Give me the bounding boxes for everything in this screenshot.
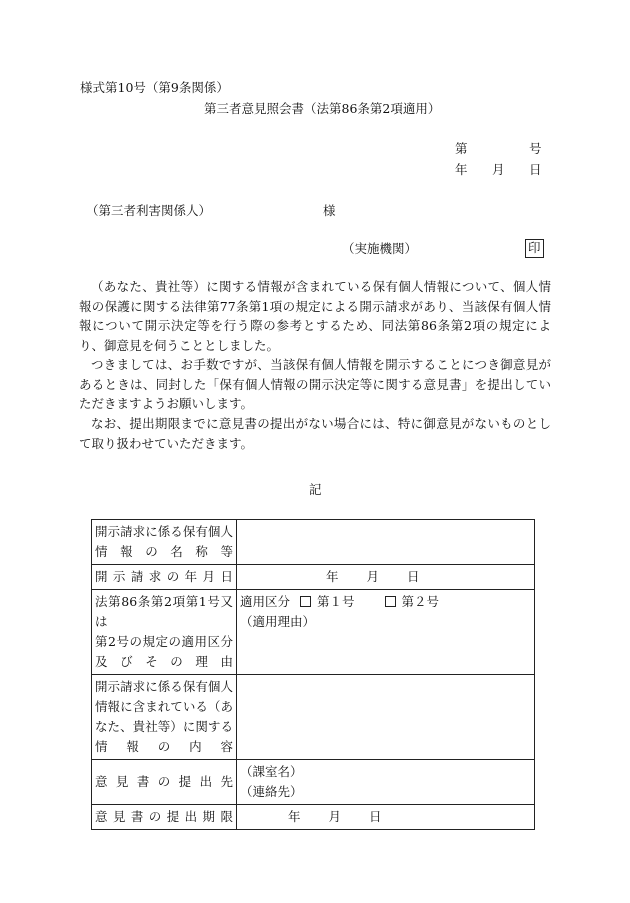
table-value-cell[interactable]: [237, 760, 535, 805]
table-row: [92, 565, 535, 590]
row5-label: 意見書の提出先: [92, 760, 237, 805]
row4-label-line2: 情報に含まれている（あ: [95, 699, 233, 714]
body-paragraph-2: つきましては、お手数ですが、当該保有個人情報を開示することにつき御意見があるときは、同封した「保有個人情報の開示決定等に関する意見書」を提出していただきますようお願いします。: [79, 357, 551, 411]
table-row: [92, 805, 535, 830]
table-row: [92, 520, 535, 565]
table-value-cell[interactable]: [237, 805, 535, 830]
table-value-cell[interactable]: [237, 520, 535, 565]
table-row: [92, 760, 535, 805]
row4-label-line3: なた、貴社等）に関する: [95, 719, 233, 734]
document-title: 第三者意見照会書（法第86条第2項適用）: [204, 101, 441, 116]
row3-category-label: 適用区分: [240, 594, 291, 609]
form-number: 様式第10号（第9条関係）: [80, 80, 229, 95]
row6-label: 意見書の提出期限: [92, 805, 237, 830]
row6-month: 月: [328, 809, 342, 824]
row3-label-line1: 法第86条第2項第1号又は: [95, 594, 233, 629]
body-paragraph-3: なお、提出期限までに意見書の提出がない場合には、特に御意見がないものとして取り扱わせていただきます。: [79, 416, 551, 451]
body-paragraph-1: （あなた、貴社等）に関する情報が含まれている保有個人情報について、個人情報の保護に関する法律第77条第1項の規定による開示請求があり、当該保有個人情報について開示決定等を行う際の参考とするため、同法第86条第2項の規定により、御意見を伺うこととしました。: [79, 279, 551, 353]
table-row: [92, 675, 535, 760]
table-value-cell[interactable]: [237, 675, 535, 760]
table-value-cell[interactable]: [237, 590, 535, 675]
table-value-cell[interactable]: [237, 565, 535, 590]
doc-number-suffix: 号: [529, 141, 542, 156]
addressee-label: （第三者利害関係人）: [86, 203, 212, 218]
row3-category-line: [240, 592, 531, 612]
row2-month: 月: [366, 569, 380, 584]
row2-year: 年: [326, 569, 339, 584]
date-day: 日: [529, 162, 542, 177]
row3-option1: 第１号: [317, 594, 355, 609]
addressee-honorific: 様: [323, 203, 336, 218]
row3-label-line2: 第2号の規定の適用区分: [95, 634, 233, 649]
row1-label-line1: 開示請求に係る保有個人: [95, 524, 233, 539]
seal-mark: 印: [525, 239, 544, 258]
row3-reason-label: （適用理由）: [240, 614, 316, 629]
row3-option2: 第２号: [401, 594, 440, 609]
row4-label-line4: 情報の内容: [95, 739, 233, 754]
row6-year: 年: [288, 809, 301, 824]
row5-dept-label: （課室名）: [240, 764, 303, 779]
row3-label-line3: 及びその理由: [95, 654, 233, 669]
row2-day: 日: [407, 569, 420, 584]
sender-label: （実施機関）: [342, 241, 418, 256]
checkbox-option1-icon[interactable]: [300, 596, 311, 607]
row6-day: 日: [369, 809, 382, 824]
row2-label: 開示請求の年月日: [92, 565, 237, 590]
row5-contact-label: （連絡先）: [240, 784, 303, 799]
ki-marker: 記: [309, 482, 322, 497]
row1-label-line2: 情報の名称等: [95, 544, 233, 559]
doc-number-prefix: 第: [455, 141, 468, 156]
table-label-cell: [92, 590, 237, 675]
table-label-cell: [92, 675, 237, 760]
date-month: 月: [492, 162, 505, 177]
date-year: 年: [455, 162, 468, 177]
info-table: [91, 519, 535, 830]
row4-label-line1: 開示請求に係る保有個人: [95, 679, 233, 694]
table-label-cell: [92, 520, 237, 565]
table-row: [92, 590, 535, 675]
checkbox-option2-icon[interactable]: [385, 596, 396, 607]
